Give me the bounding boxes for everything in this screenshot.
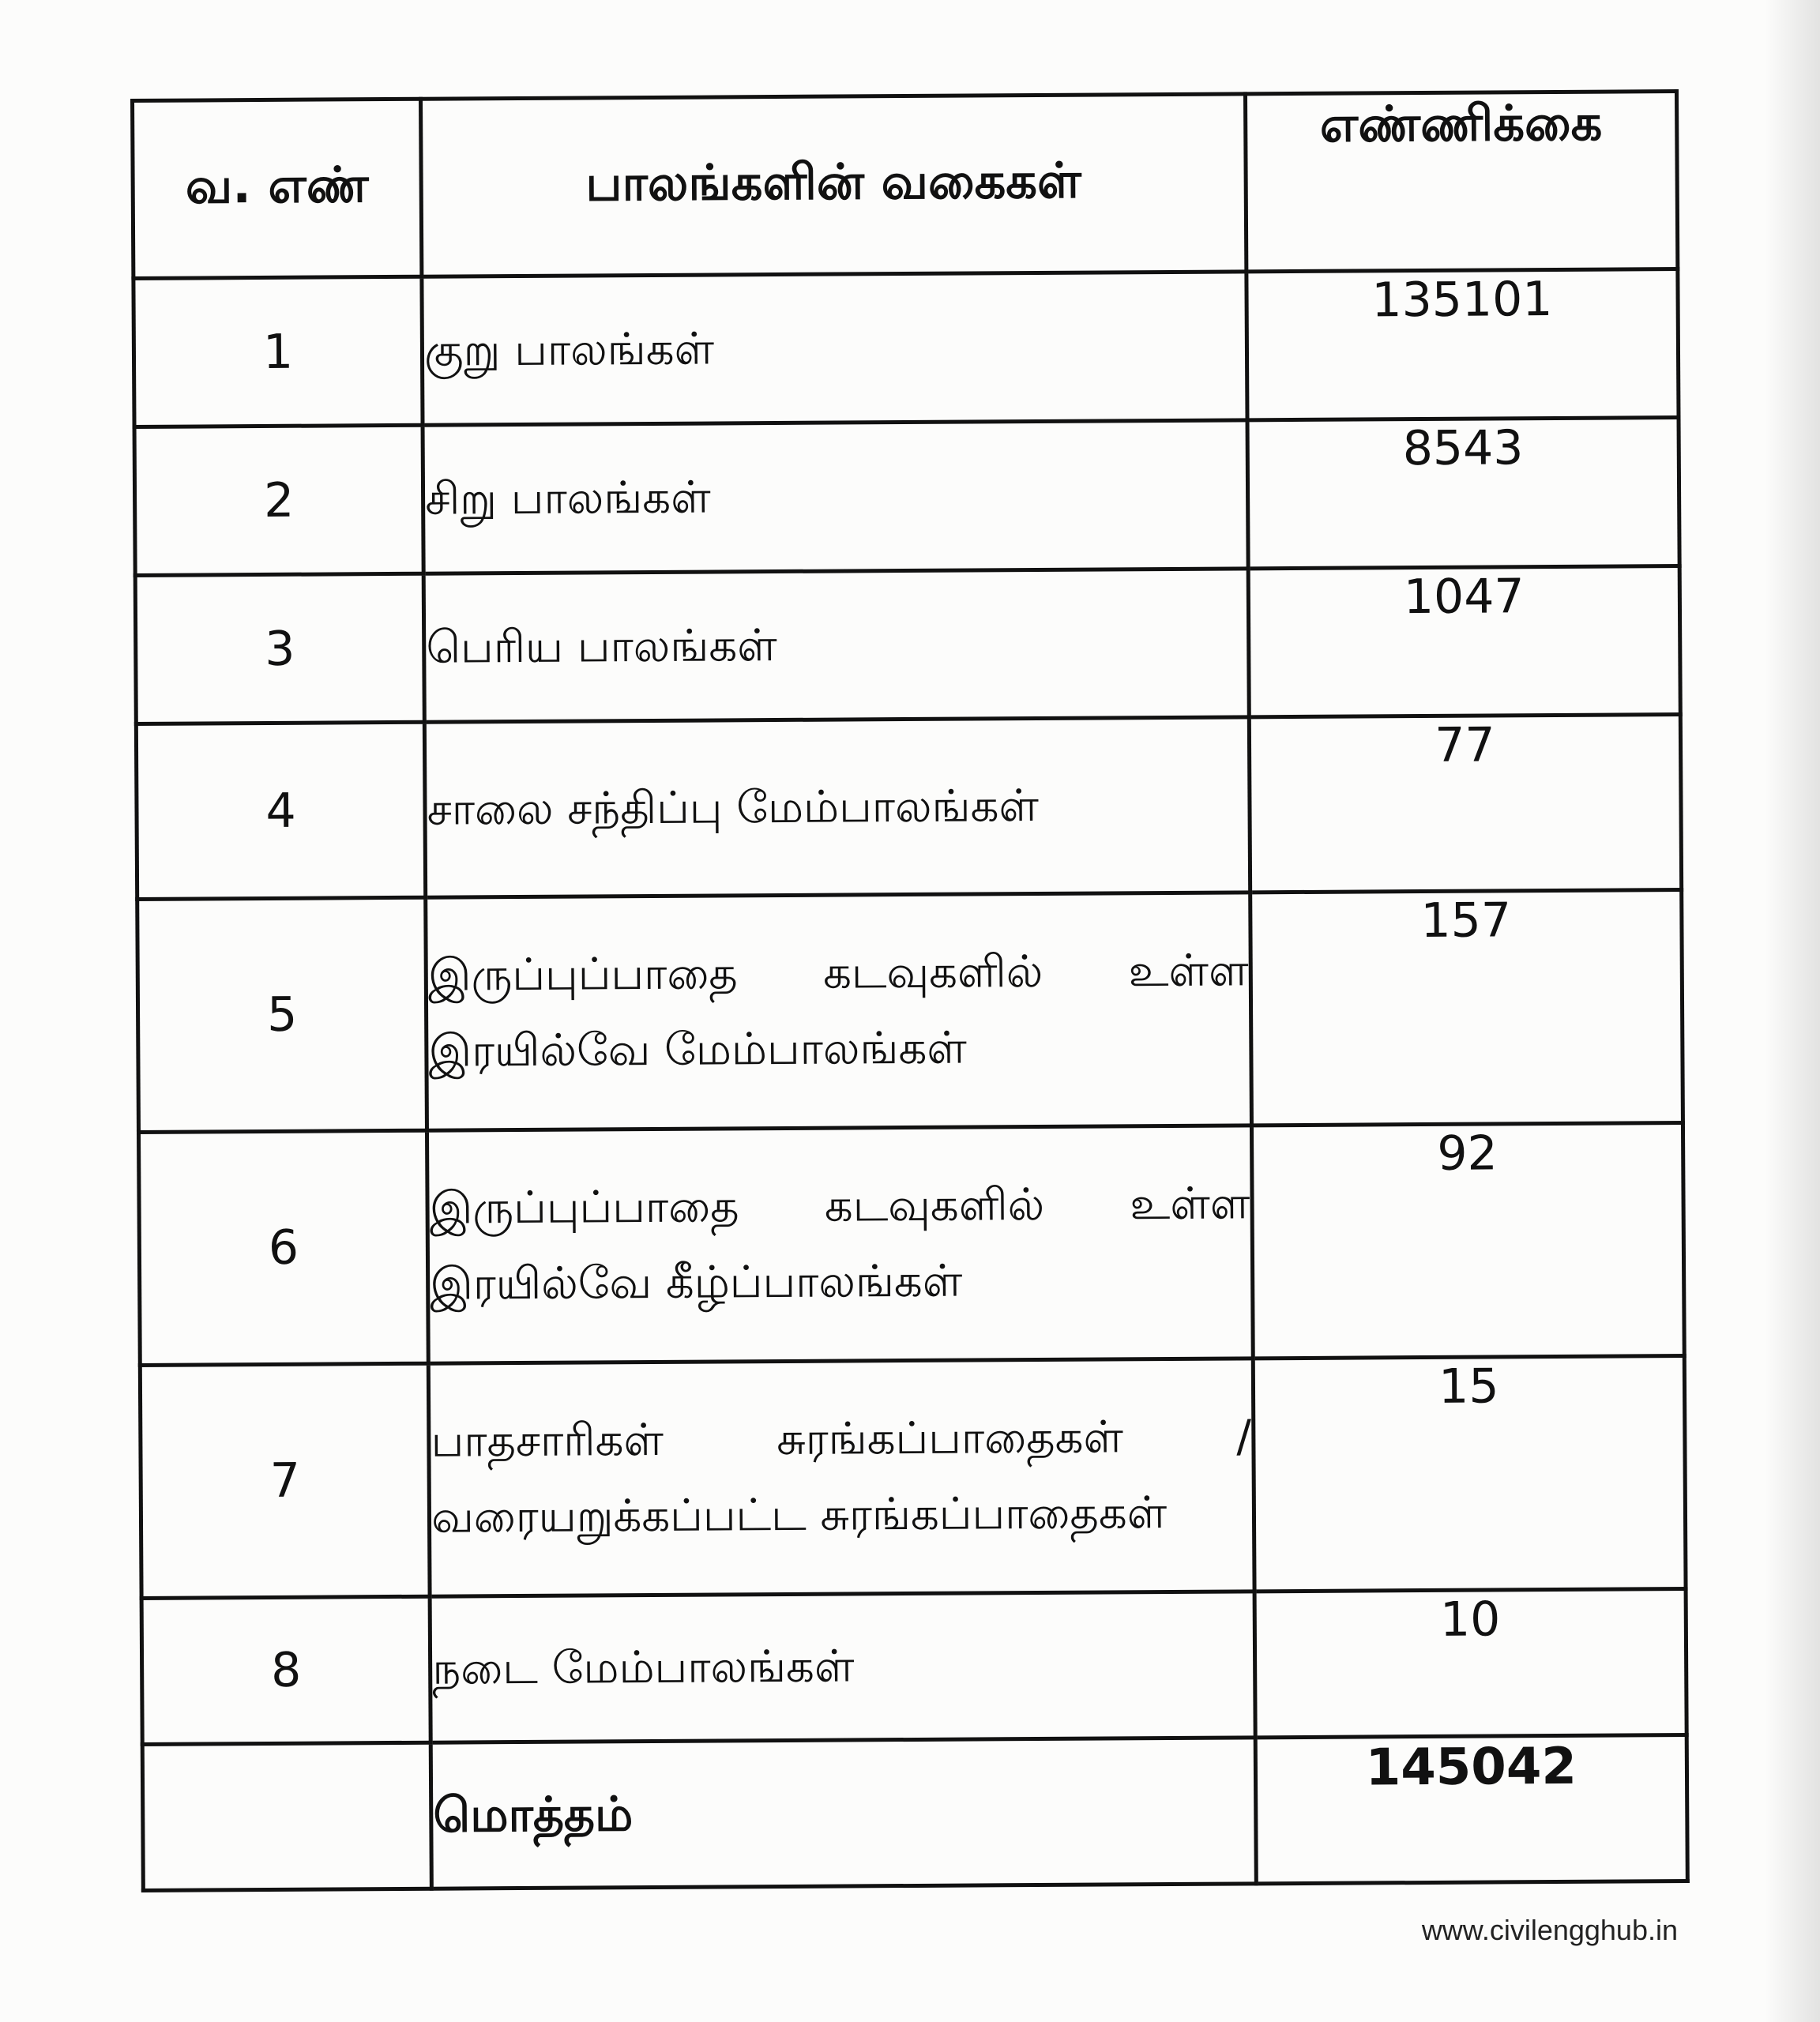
row-serial-number: 5	[137, 897, 427, 1132]
row-bridge-type: சிறு பாலங்கள்	[423, 420, 1248, 573]
total-count: 145042	[1255, 1735, 1687, 1884]
row-bridge-type: நடை மேம்பாலங்கள்	[430, 1592, 1255, 1742]
row-count: 8543	[1247, 418, 1679, 569]
total-label: மொத்தம்	[431, 1738, 1256, 1889]
row-bridge-type: குறு பாலங்கள்	[422, 272, 1247, 425]
table-total-row	[142, 1735, 1687, 1891]
row-count: 1047	[1248, 566, 1680, 717]
total-serial-number	[142, 1742, 431, 1890]
row-bridge-type: பாதசாரிகள் சுரங்கப்பாதைகள் / வரையறுக்கப்பட்ட சுரங்கப்பாதைகள்	[431, 1411, 1252, 1543]
row-count: 77	[1249, 715, 1682, 893]
header-serial-number: வ. எண்	[133, 99, 423, 278]
bridge-types-table	[130, 89, 1690, 1892]
page-edge-shadow	[1765, 0, 1820, 2022]
row-serial-number: 8	[141, 1596, 431, 1744]
row-count: 92	[1251, 1123, 1684, 1359]
row-serial-number: 3	[135, 573, 424, 723]
table-row	[138, 1123, 1684, 1366]
row-serial-number: 7	[140, 1363, 430, 1598]
website-watermark: www.civilengghub.in	[1421, 1914, 1678, 1946]
table-row	[141, 1589, 1687, 1745]
row-bridge-type: சாலை சந்திப்பு மேம்பாலங்கள்	[425, 717, 1250, 897]
row-count: 15	[1253, 1356, 1686, 1592]
row-bridge-type: இருப்புப்பாதை கடவுகளில் உள்ள இரயில்வே கீழ்ப்பாலங்கள்	[429, 1178, 1250, 1310]
header-bridge-type: பாலங்களின் வகைகள்	[421, 94, 1247, 276]
row-count: 157	[1250, 890, 1683, 1126]
header-count: எண்ணிக்கை	[1245, 92, 1678, 272]
table-header-row	[133, 92, 1678, 279]
row-serial-number: 2	[134, 425, 423, 575]
row-bridge-type: பெரிய பாலங்கள்	[423, 569, 1249, 722]
row-count: 10	[1254, 1589, 1687, 1738]
row-count: 135101	[1247, 269, 1679, 420]
row-bridge-type: இருப்புப்பாதை கடவுகளில் உள்ள இரயில்வே மேம்பாலங்கள்	[427, 945, 1249, 1077]
table-row	[140, 1356, 1686, 1599]
table-row	[133, 269, 1679, 427]
row-serial-number: 1	[133, 276, 423, 427]
table-row	[134, 418, 1679, 576]
table-row	[137, 890, 1683, 1133]
row-serial-number: 4	[136, 722, 426, 899]
table-row	[136, 715, 1681, 900]
row-serial-number: 6	[138, 1130, 428, 1365]
table-row	[135, 566, 1680, 724]
